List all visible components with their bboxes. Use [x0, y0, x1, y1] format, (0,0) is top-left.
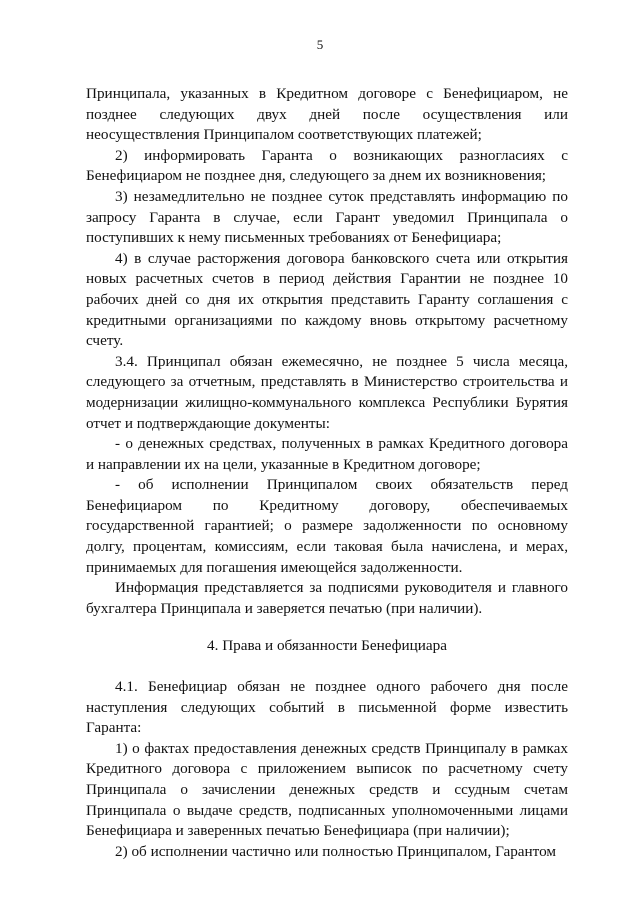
- paragraph-report-item-funds: - о денежных средствах, полученных в рамках Кредитного договора и направлении их на цели, указанные в Кредитном договоре;: [86, 435, 568, 473]
- paragraph-obligation-2: 2) информировать Гаранта о возникающих разногласиях с Бенефициаром не позднее дня, следующего за днем их возникновения;: [86, 146, 568, 185]
- paragraph-notice-2: 2) об исполнении частично или полностью Принципалом, Гарантом: [115, 842, 557, 860]
- paragraph-report-item-obligations: - об исполнении Принципалом своих обязательств перед Бенефициаром по Кредитному договору, обеспечиваемых государственной гарантией; о размере задолженности по основному долгу, процентам, комиссиям, если таковая была начислена, и мерах, принимаемых для погашения имеющейся задолженности.: [86, 476, 568, 576]
- section-heading: 4. Права и обязанности Бенефициара: [207, 637, 447, 655]
- paragraph-obligation-3: 3) незамедлительно не позднее суток представлять информацию по запросу Гаранта в случае, если Гарант уведомил Принципала о поступивших к нему письменных требованиях от Бенефициара;: [86, 187, 568, 247]
- paragraph-obligation-4: 4) в случае расторжения договора банковского счета или открытия новых расчетных счетов в период действия Гарантии не позднее 10 рабочих дней со дня их открытия представить Гаранту соглашения с кредитными организациями по каждому вновь открытому расчетному счету.: [86, 249, 568, 350]
- paragraph-clause-3-4: 3.4. Принципал обязан ежемесячно, не позднее 5 числа месяца, следующего за отчетным, представлять в Министерство строительства и модернизации жилищно-коммунального комплекса Республики Бурятия отчет и подтверждающие документы:: [86, 352, 568, 432]
- paragraph-clause-4-1: 4.1. Бенефициар обязан не позднее одного рабочего дня после наступления следующих событий в письменной форме известить Гаранта:: [86, 678, 568, 737]
- paragraph-signatures: Информация представляется за подписями руководителя и главного бухгалтера Принципала и заверяется печатью (при наличии).: [86, 579, 568, 617]
- document-body: [86, 84, 568, 862]
- page-number: 5: [316, 37, 324, 52]
- paragraph-continuation: Принципала, указанных в Кредитном договоре с Бенефициаром, не позднее следующих двух дней после осуществления или неосуществления Принципалом соответствующих платежей;: [86, 85, 568, 144]
- paragraph-notice-1: 1) о фактах предоставления денежных средств Принципалу в рамках Кредитного договора с приложением выписок по расчетному счету Принципала о зачислении денежных средств и ссудным счетам Принципала о выдаче средств, подписанных уполномоченными лицами Бенефициара и заверенных печатью Бенефициара (при наличии);: [86, 739, 568, 840]
